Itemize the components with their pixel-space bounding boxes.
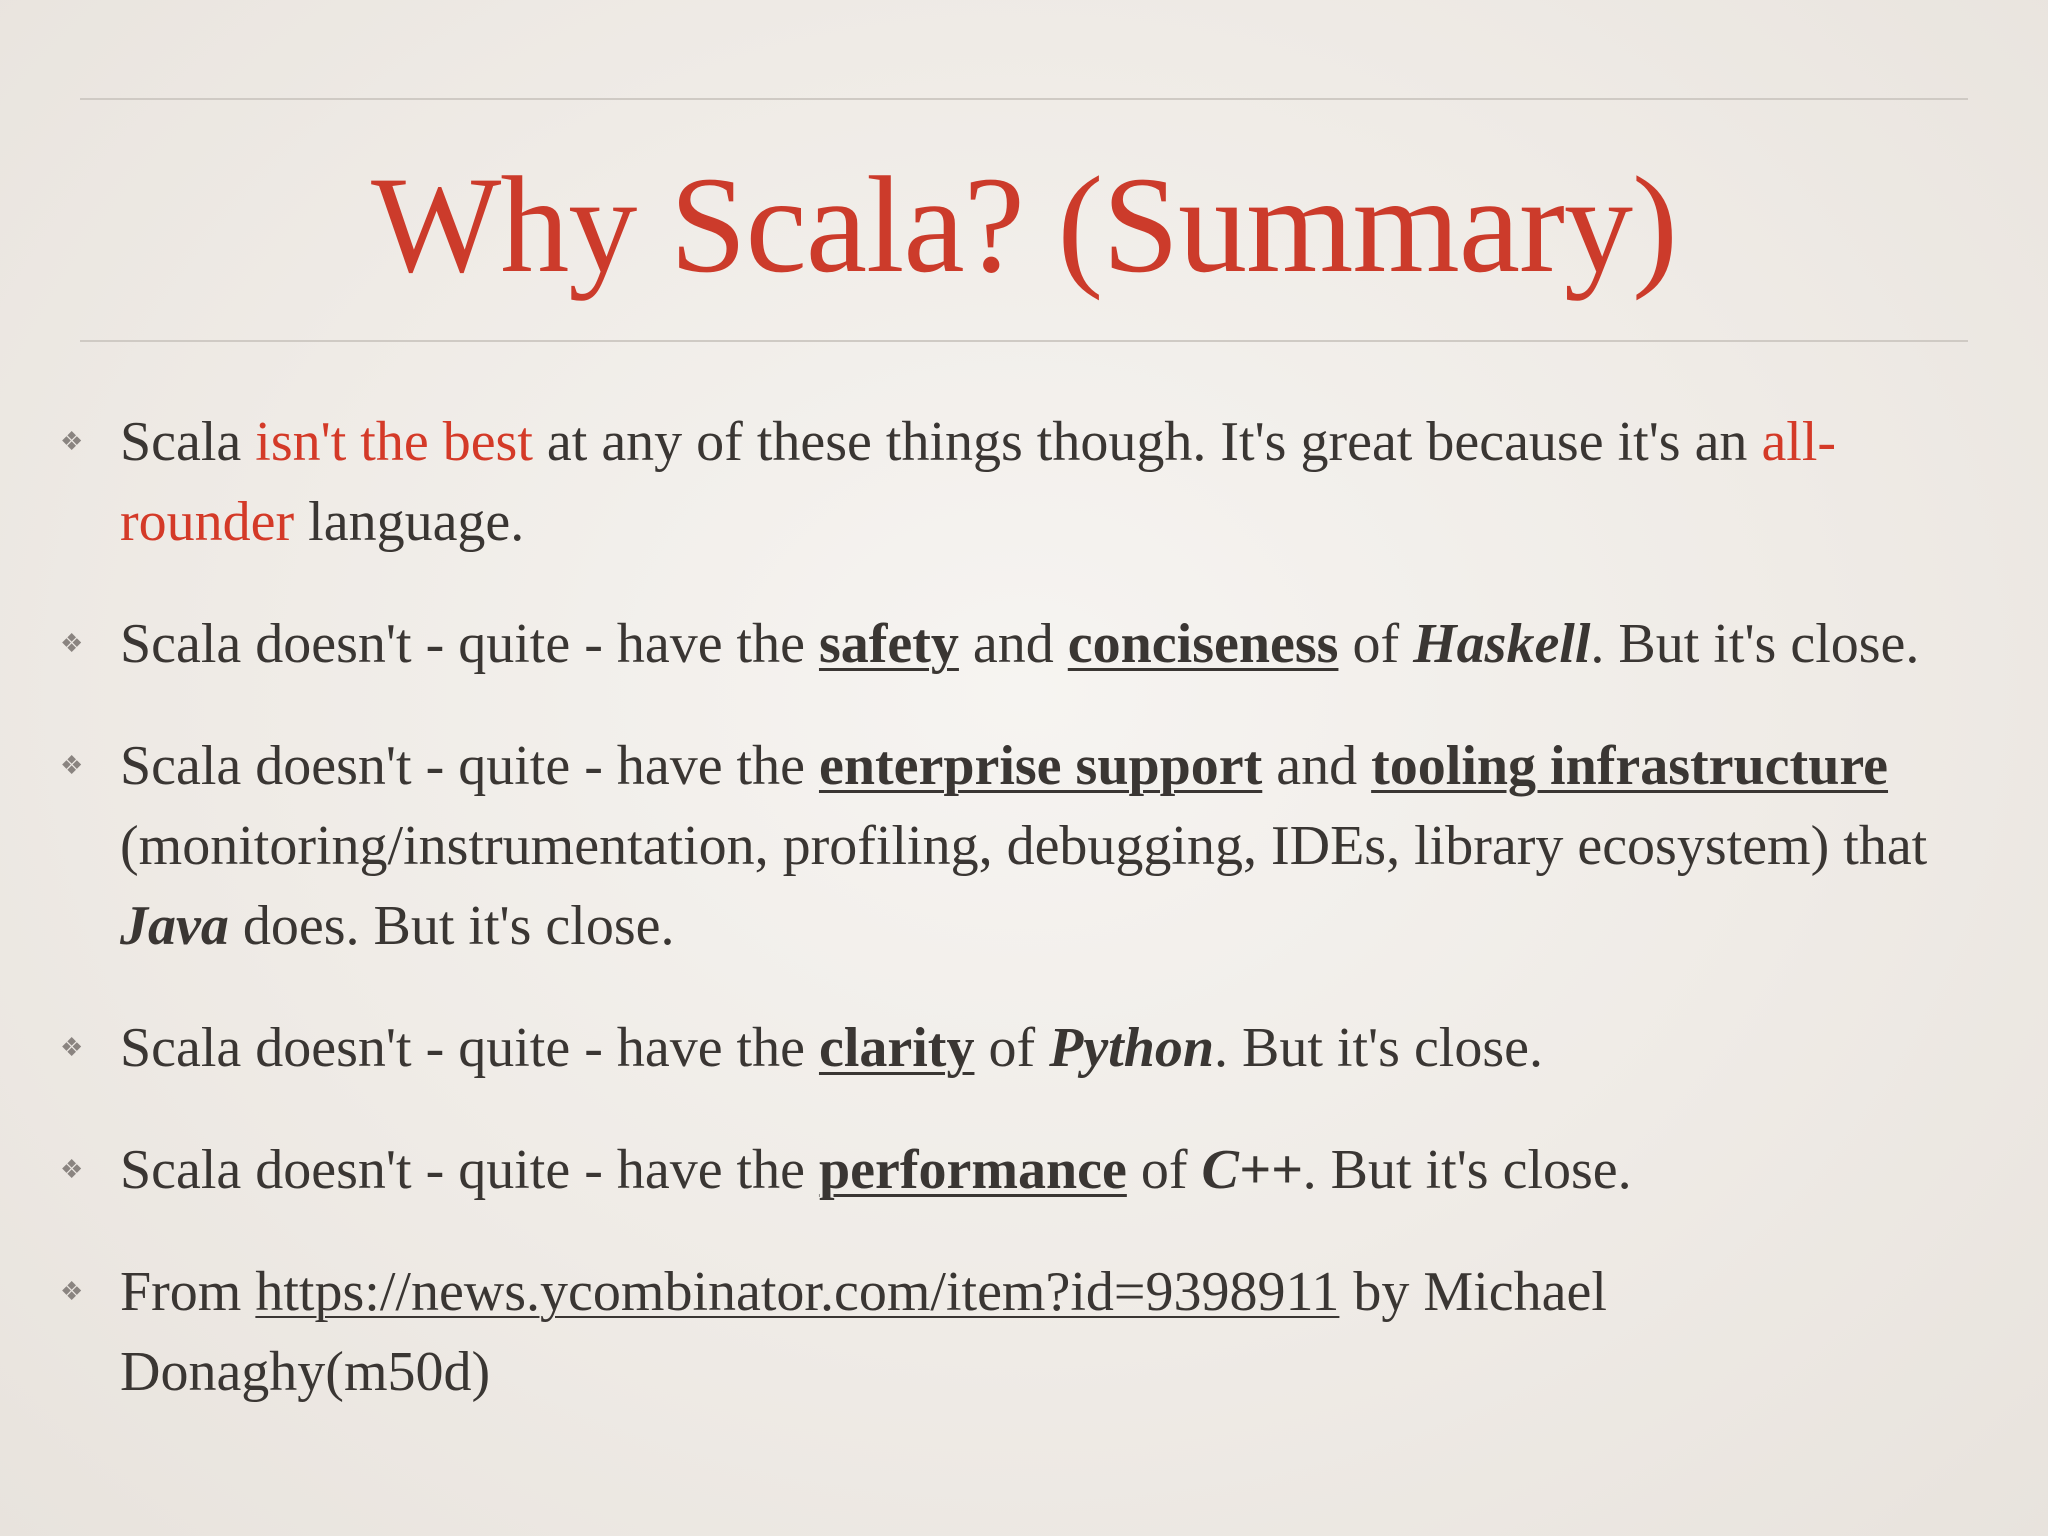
bullet-marker-icon: ❖ (60, 1277, 84, 1306)
bullet-item-1 (60, 402, 1960, 562)
bullet-text: Scala doesn't - quite - have the (120, 1139, 819, 1201)
bullet-text: Scala doesn't - quite - have the (120, 735, 819, 797)
emphasis-term: clarity (818, 1017, 975, 1079)
language-name: Java (120, 895, 229, 957)
bullet-text: does. But it's close. (228, 895, 675, 957)
bullet-text: . But it's close. (1302, 1139, 1632, 1201)
bullet-text: language. (294, 491, 525, 553)
language-name: Haskell (1413, 613, 1591, 675)
bullet-marker-icon: ❖ (60, 427, 84, 456)
bullet-marker-icon: ❖ (60, 1155, 84, 1184)
bullet-text: of (974, 1017, 1050, 1079)
bullet-text: and (958, 613, 1068, 675)
highlight-text: all-rounder (120, 411, 1837, 553)
top-divider (80, 98, 1968, 100)
slide-title: Why Scala? (Summary) (371, 148, 1677, 301)
bullet-text: (monitoring/instrumentation, profiling, debugging, IDEs, library ecosystem) that (120, 815, 1928, 877)
language-name: Python (1049, 1017, 1215, 1079)
bullet-marker-icon: ❖ (60, 751, 84, 780)
bullet-item-5 (60, 1130, 1960, 1210)
bullet-text: From (120, 1261, 256, 1323)
bullet-item-2 (60, 604, 1960, 684)
bullet-item-4 (60, 1008, 1960, 1088)
bullet-text: of (1338, 613, 1414, 675)
bullet-marker-icon: ❖ (60, 629, 84, 658)
bottom-divider (80, 340, 1968, 342)
highlight-text: isn't the best (255, 411, 533, 473)
bullet-item-3 (60, 726, 1960, 966)
bullet-text: . But it's close. (1590, 613, 1920, 675)
bullet-marker-icon: ❖ (60, 1033, 84, 1062)
bullet-text: Scala doesn't - quite - have the (120, 1017, 819, 1079)
language-name: C++ (1201, 1139, 1303, 1201)
bullet-text: Scala (120, 411, 256, 473)
emphasis-term: safety (818, 613, 959, 675)
bullet-text: by Michael Donaghy(m50d) (120, 1261, 1607, 1403)
bullet-text: and (1262, 735, 1372, 797)
emphasis-term: enterprise support (818, 735, 1263, 797)
emphasis-term: conciseness (1067, 613, 1339, 675)
bullet-item-6 (60, 1252, 1960, 1412)
bullet-text: of (1126, 1139, 1202, 1201)
emphasis-term: performance (818, 1139, 1127, 1201)
source-link[interactable]: https://news.ycombinator.com/item?id=9398911 (255, 1261, 1340, 1323)
bullet-text: at any of these things though. It's great because it's an (532, 411, 1762, 473)
emphasis-term: tooling infrastructure (1371, 735, 1889, 797)
bullet-text: Scala doesn't - quite - have the (120, 613, 819, 675)
bullet-list (60, 402, 1960, 1454)
bullet-text: . But it's close. (1214, 1017, 1544, 1079)
